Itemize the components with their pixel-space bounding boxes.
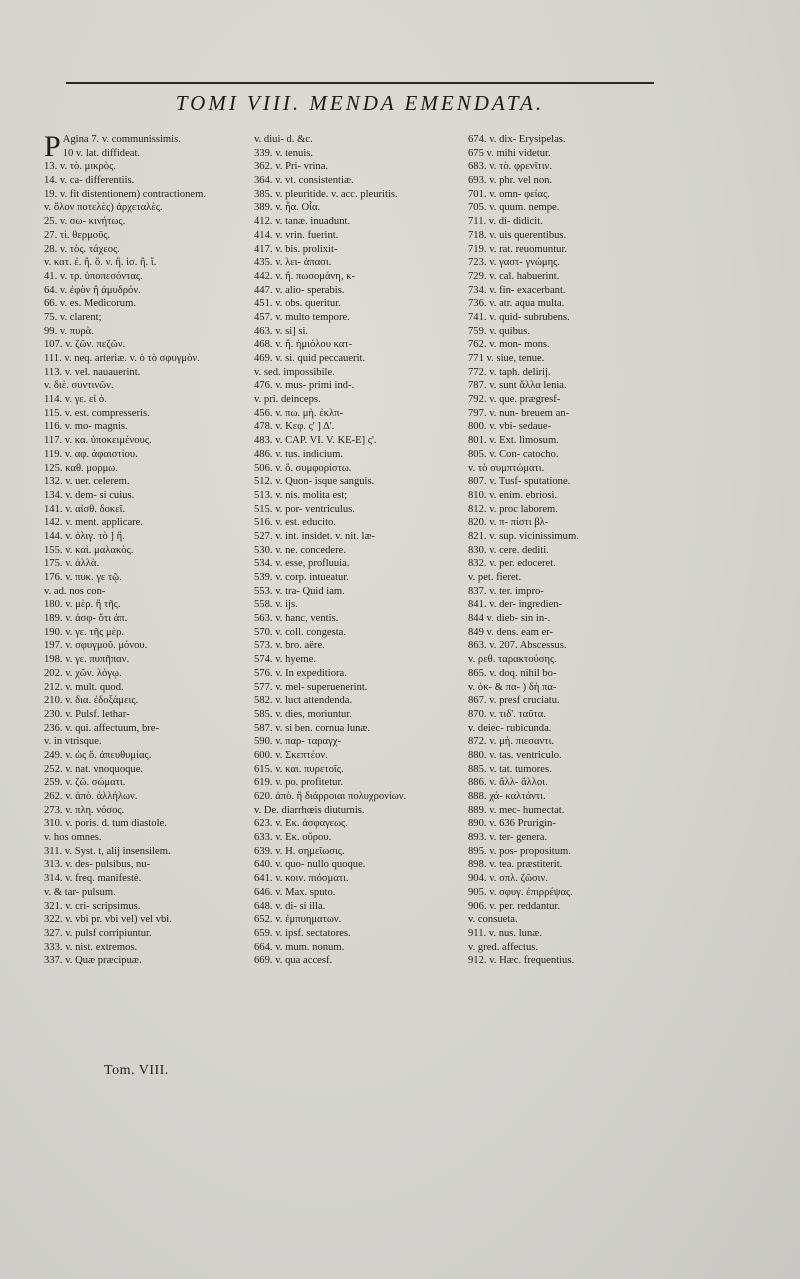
errata-entry: v. hos omnes. — [44, 832, 102, 844]
errata-entry: 718. v. uis querentibus. — [468, 229, 567, 241]
errata-entry: 619. v. po. profitetur. — [254, 777, 344, 789]
errata-entry: 553. v. tra- Quid iam. — [254, 585, 345, 597]
errata-entry: 125. καθ. μορμω. — [44, 462, 118, 474]
errata-entry: v. τὸ συμπτώματι. — [468, 462, 545, 474]
errata-entry: 585. v. dies, moriuntur. — [254, 708, 352, 720]
errata-entry: 801. v. Ext. limosum. — [468, 435, 559, 447]
errata-entry: 41. v. τρ. ὑποπεσόντας. — [44, 270, 143, 282]
errata-entry: 821. v. sup. vicinissimum. — [468, 530, 579, 542]
errata-entry: 259. v. ζῶ. σώματι. — [44, 777, 126, 789]
errata-entry: 75. v. clarent; — [44, 311, 102, 323]
errata-entry: 912. v. Hæc. frequentius. — [468, 955, 575, 967]
errata-entry: v. διὲ. συντινῶν. — [44, 380, 114, 392]
errata-entry: 615. v. και. πυρετοῖς. — [254, 763, 344, 775]
errata-entry: v. De. diarrhœis diuturnis. — [254, 804, 365, 816]
errata-entry: 414. v. vrin. fuerint. — [254, 229, 339, 241]
errata-entry: 417. v. bis. prolixit- — [254, 243, 338, 255]
errata-entry: 476. v. mus- primi ind-. — [254, 380, 355, 392]
errata-entry: 314. v. freq. manifestè. — [44, 873, 142, 885]
errata-entry: 820. v. π- πίστι βλ- — [468, 517, 549, 529]
errata-entry: v. ὅλον ποτελὲς) ἀρχεταλὲς. — [44, 202, 163, 214]
errata-entry: 577. v. mel- superuenerint. — [254, 681, 368, 693]
errata-entry: 904. v. σπλ. ζῶσιν. — [468, 873, 548, 885]
errata-entry: 805. v. Con- catocho. — [468, 448, 559, 460]
errata-entry: 664. v. mum. nonum. — [254, 941, 345, 953]
errata-entry: 99. v. πυρὰ. — [44, 325, 94, 337]
errata-entry: 558. v. ijs. — [254, 599, 298, 611]
errata-entry: v. ρεθ. ταρακτούσης. — [468, 654, 557, 666]
errata-entry: 442. v. ἢ. πωσομάνη, κ- — [254, 270, 355, 282]
errata-entry: 701. v. omn- φείας. — [468, 188, 550, 200]
errata-entry: 456. v. πω. μὴ. ἐκλπ- — [254, 407, 344, 419]
errata-entry: v. ad. nos con- — [44, 585, 106, 597]
errata-entry: 772. v. taph. delirij. — [468, 366, 551, 378]
errata-entry: 539. v. corp. intueatur. — [254, 572, 349, 583]
errata-entry: 262. v. ἀπὸ. ἀλλήλων. — [44, 791, 138, 802]
errata-entry: 107. v. ζῶν. πεζῶν. — [44, 339, 126, 351]
errata-entry: 800. v. vbi- sedaue- — [468, 421, 552, 433]
errata-entry: 114. v. γε. εἰ ὁ. — [44, 394, 107, 406]
errata-entry: 463. v. si] si. — [254, 325, 309, 337]
column-2 — [254, 133, 459, 968]
errata-entry: 889. v. mec- humectat. — [468, 804, 565, 816]
errata-entry: 478. v. Κεφ. ς' ] Δ'. — [254, 421, 335, 433]
errata-entry: 176. v. πυκ. γε τῷ. — [44, 572, 122, 583]
errata-entry: 771 v. siue, tenue. — [468, 353, 545, 364]
errata-entry: 633. v. Εκ. οὔρου. — [254, 832, 332, 844]
errata-entry: 759. v. quibus. — [468, 325, 530, 337]
errata-entry: 890. v. 636 Prurigin- — [468, 818, 556, 830]
errata-entry: 132. v. uer. celerem. — [44, 476, 130, 488]
errata-entry: 483. v. CAP. VI. V. ΚΕ-Ε] ς'. — [254, 435, 377, 447]
errata-entry: 513. v. nis. molita est; — [254, 489, 348, 501]
errata-entry: 870. v. τιδ'. ταῦτα. — [468, 708, 546, 720]
errata-entry: 134. v. dem- si cuius. — [44, 489, 135, 501]
errata-entry: 867. v. presf cruciatu. — [468, 695, 560, 707]
errata-entry: 412. v. tanæ. inuadunt. — [254, 216, 351, 228]
errata-entry: v. pet. fieret. — [468, 572, 522, 583]
errata-entry: 659. v. ipsf. sectatores. — [254, 927, 351, 939]
errata-entry: 10 v. lat. diffideat. — [62, 147, 141, 159]
errata-entry: 810. v. enim. ebriosi. — [468, 489, 558, 501]
errata-entry: 506. v. ὅ. συμφορίστω. — [254, 462, 352, 474]
errata-entry: 210. v. δια. ἐδοξάμεις. — [44, 695, 139, 707]
errata-entry: 362. v. Pri- vrina. — [254, 161, 329, 173]
errata-entry: 719. v. rat. reuomuntur. — [468, 243, 568, 255]
errata-entry: 66. v. es. Medicorum. — [44, 298, 136, 310]
errata-entry: v. sed. impossibile. — [254, 366, 335, 378]
errata-entry: 863. v. 207. Abscessus. — [468, 640, 567, 652]
errata-entry: 190. v. γε. τῆς μὲρ. — [44, 626, 125, 638]
errata-entry: 906. v. per. reddantur. — [468, 900, 560, 912]
errata-entry: 141. v. αἰσθ. δοκεῖ. — [44, 503, 126, 515]
errata-entry: 327. v. pulsf corripiuntur. — [44, 927, 152, 939]
errata-entry: 25. v. σω- κινήτως. — [44, 216, 126, 228]
errata-entry: 683. v. τὸ. φρενῖτιν. — [468, 161, 552, 173]
errata-entry: 28. v. τὸς. τάχεος. — [44, 243, 120, 255]
column-1 — [44, 130, 249, 968]
errata-entry: v. pri. deinceps. — [254, 394, 321, 406]
errata-entry: 144. v. ὀλιγ. τὸ ] ἢ. — [44, 530, 125, 542]
errata-entry: 337. v. Quæ præcipuæ. — [44, 955, 142, 967]
errata-entry: 905. v. σφυγ. ἐπιρρέψας. — [468, 886, 573, 898]
errata-entry: 64. v. ἐφὸν ἢ ἀμυδρόν. — [44, 284, 141, 296]
errata-entry: P Agina 7. v. communissimis. — [44, 130, 181, 163]
errata-entry: 14. v. ca- differentiis. — [44, 175, 135, 187]
errata-entry: 321. v. cri- scripsimus. — [44, 900, 141, 912]
errata-entry: 832. v. per. edoceret. — [468, 558, 556, 570]
errata-entry: 113. v. vel. nauauerint. — [44, 366, 141, 378]
errata-entry: 711. v. di- didicit. — [468, 216, 543, 228]
errata-entry: 115. v. est. compresseris. — [44, 407, 150, 419]
errata-entry: v. deiec- rubicunda. — [468, 722, 552, 734]
errata-entry: 787. v. sunt ἄλλα lenia. — [468, 380, 567, 392]
errata-entry: 641. v. κοιν. πιόσματι. — [254, 873, 349, 885]
errata-entry: 13. v. τὸ. μικρὸς. — [44, 161, 116, 173]
errata-entry: 111. v. neq. arteriæ. v. ὁ τὸ σφυγμὸν. — [44, 353, 200, 364]
errata-entry: 844 v. dieb- sin in-. — [468, 613, 551, 625]
errata-entry: 620. ἀπὸ. ἢ διάρροιαι πολυχρονίων. — [254, 791, 407, 802]
errata-entry: 674. v. dix- Erysipelas. — [468, 134, 566, 145]
errata-entry: 639. v. H. σημεῖωσις. — [254, 845, 345, 857]
header-rule — [66, 82, 654, 84]
errata-entry: 807. v. Tusf- sputatione. — [468, 476, 571, 488]
errata-entry: 198. v. γε. πυπῆπαν. — [44, 654, 130, 666]
errata-entry: 675 v. mihi videtur. — [468, 147, 551, 159]
errata-entry: 648. v. di- si illa. — [254, 900, 326, 912]
errata-entry: 27. τὶ. θερμοῦς. — [44, 229, 111, 241]
errata-entry: 19. v. fit distentionem) contractionem. — [44, 188, 207, 200]
errata-entry: 576. v. In expeditiora. — [254, 667, 347, 679]
errata-entry: 273. v. πλη. νόσος. — [44, 804, 125, 816]
page-title: TOMI VIII. MENDA EMENDATA. — [175, 91, 545, 115]
errata-entry: 527. v. int. insidet. v. nit. læ- — [254, 530, 376, 542]
errata-entry: 563. v. hanc, ventis. — [254, 613, 339, 625]
errata-entry: 893. v. ter- genera. — [468, 832, 548, 844]
errata-entry: 202. v. χῶν. λόγῳ. — [44, 667, 122, 679]
errata-entry: 189. v. ἀσφ- ὅτι ἀπ. — [44, 613, 128, 625]
errata-entry: 311. v. Syst. t, alij insensilem. — [44, 845, 171, 857]
column-3 — [468, 133, 678, 968]
errata-entry: 333. v. nist. extremos. — [44, 941, 138, 953]
errata-entry: 534. v. esse, profluuia. — [254, 558, 350, 570]
errata-entry: 693. v. phr. vel non. — [468, 175, 553, 187]
errata-entry: 468. v. ἢ. ἡμιόλου κατ- — [254, 339, 353, 351]
errata-entry: 762. v. mon- mons. — [468, 339, 550, 351]
errata-entry: 180. v. μὲρ. ἢ τῆς. — [44, 599, 121, 611]
errata-entry: v. diui- d. &c. — [254, 134, 313, 145]
errata-entry: 573. v. bro. aëre. — [254, 640, 325, 652]
errata-entry: 230. v. Pulsf. lethar- — [44, 708, 130, 720]
errata-entry: 249. v. ὡς ὅ. ἀπευθυμίας. — [44, 749, 152, 761]
errata-entry: 646. v. Max. sputo. — [254, 886, 336, 898]
errata-entry: 469. v. si. quid peccauerit. — [254, 353, 366, 364]
errata-entry: 515. v. por- ventriculus. — [254, 503, 355, 515]
errata-entry: v. κατ. ἐ. ἢ. ὅ. v. ἢ. ἰσ. ἢ. ἴ. — [44, 257, 157, 269]
errata-entry: 212. v. mult. quod. — [44, 681, 124, 693]
errata-entry: 530. v. ne. concedere. — [254, 544, 346, 556]
errata-entry: 574. v. hyeme. — [254, 654, 316, 666]
errata-entry: v. ὀκ- & πα- ) δὴ πα- — [468, 681, 557, 693]
errata-entry: 741. v. quid- subrubens. — [468, 311, 570, 323]
errata-entry: 797. v. nun- breuem an- — [468, 407, 570, 419]
errata-entry: 236. v. qui. affectuum, bre- — [44, 722, 160, 734]
errata-entry: 898. v. tea. præstiterit. — [468, 859, 563, 871]
errata-entry: 886. v. ἄλλ- ἄλλοι. — [468, 777, 548, 789]
errata-entry: 736. v. atr. aqua multa. — [468, 298, 565, 310]
errata-entry: v. consueta. — [468, 914, 518, 926]
errata-entry: 457. v. multo tempore. — [254, 311, 350, 323]
errata-entry: 640. v. quo- nullo quoque. — [254, 859, 366, 871]
errata-entry: 812. v. proc laborem. — [468, 503, 558, 515]
errata-entry: 652. v. ἐμπυηματων. — [254, 914, 342, 926]
errata-entry: 582. v. luct attendenda. — [254, 695, 353, 707]
errata-entry: 385. v. pleuritide. v. acc. pleuritis. — [254, 188, 398, 200]
errata-entry: 841. v. der- ingredien- — [468, 599, 563, 611]
errata-entry: 435. v. λει- ἀπασι. — [254, 257, 332, 269]
errata-entry: 570. v. coll. congesta. — [254, 626, 346, 638]
errata-entry: 865. v. doq. nihil bo- — [468, 667, 557, 679]
errata-entry: 117. v. κα. ὑποκειμένους. — [44, 435, 152, 447]
drop-cap: P — [44, 130, 61, 163]
errata-entry: 590. v. παρ- ταραγχ- — [254, 736, 342, 748]
errata-entry: 322. v. vbi pr. vbi vel) vel vbi. — [44, 914, 172, 926]
errata-entry: 486. v. tus. indicium. — [254, 448, 344, 460]
errata-entry: v. & tar- pulsum. — [44, 886, 116, 898]
errata-entry: 389. v. ἦα. Οἷα. — [254, 202, 321, 214]
errata-entry: 734. v. fin- exacerbant. — [468, 284, 566, 296]
errata-entry: 723. v. γαστ- γνώμης. — [468, 257, 560, 269]
errata-entry: 155. v. καὶ. μαλακὸς. — [44, 544, 134, 556]
errata-entry: 175. v. ἀλλὰ. — [44, 558, 100, 570]
errata-entry: 512. v. Quon- isque sanguis. — [254, 476, 375, 488]
errata-entry: 830. v. cere. dediti. — [468, 544, 549, 556]
errata-entry: 705. v. quum. nempe. — [468, 202, 560, 214]
errata-entry: 313. v. des- pulsibus, nu- — [44, 859, 151, 871]
errata-entry: 792. v. que. prægresf- — [468, 394, 561, 406]
errata-entry: 669. v. qua accesf. — [254, 955, 333, 967]
errata-entry: 310. v. poris. d. tum diastole. — [44, 818, 167, 830]
errata-entry: 600. v. Σκεπτέον. — [254, 749, 328, 761]
errata-entry: 895. v. pos- propositum. — [468, 845, 571, 857]
errata-entry: 729. v. cal. habuerint. — [468, 270, 560, 282]
errata-entry: 119. v. αφ. ἀφαιστίου. — [44, 448, 138, 460]
errata-entry: 880. v. tas. ventriculo. — [468, 749, 562, 761]
errata-entry: 447. v. alio- sperabis. — [254, 284, 345, 296]
errata-entry: v. in vtrisque. — [44, 736, 102, 748]
errata-entry: 339. v. tenuis. — [254, 147, 314, 159]
errata-entry: 837. v. ter. impro- — [468, 585, 544, 597]
errata-entry: v. gred. affectus. — [468, 941, 539, 953]
errata-entry: 364. v. vt. consistentiæ. — [254, 175, 354, 187]
errata-entry: 252. v. nat. vnoquoque. — [44, 763, 144, 775]
errata-entry: 197. v. σφυγμοῦ. μόνου. — [44, 640, 148, 652]
errata-entry: 587. v. si ben. cornua lunæ. — [254, 722, 371, 734]
errata-entry: 911. v. nus. lunæ. — [468, 927, 542, 939]
errata-entry: 623. v. Εκ. ἀσφαγεως. — [254, 818, 348, 830]
errata-entry: 888. χά- καλτάντι. — [468, 791, 546, 802]
footer-signature: Tom. VIII. — [104, 1063, 169, 1078]
errata-entry: 872. v. μὴ. πιεσαντι. — [468, 736, 555, 748]
errata-entry: 116. v. mo- magnis. — [44, 421, 128, 433]
errata-entry: 516. v. est. educito. — [254, 517, 336, 529]
errata-entry: 885. v. tat. tumores. — [468, 763, 552, 775]
errata-entry: 849 v. dens. eam er- — [468, 626, 553, 638]
errata-entry: 142. v. ment. applicare. — [44, 517, 144, 529]
errata-entry: 451. v. obs. queritur. — [254, 298, 341, 310]
